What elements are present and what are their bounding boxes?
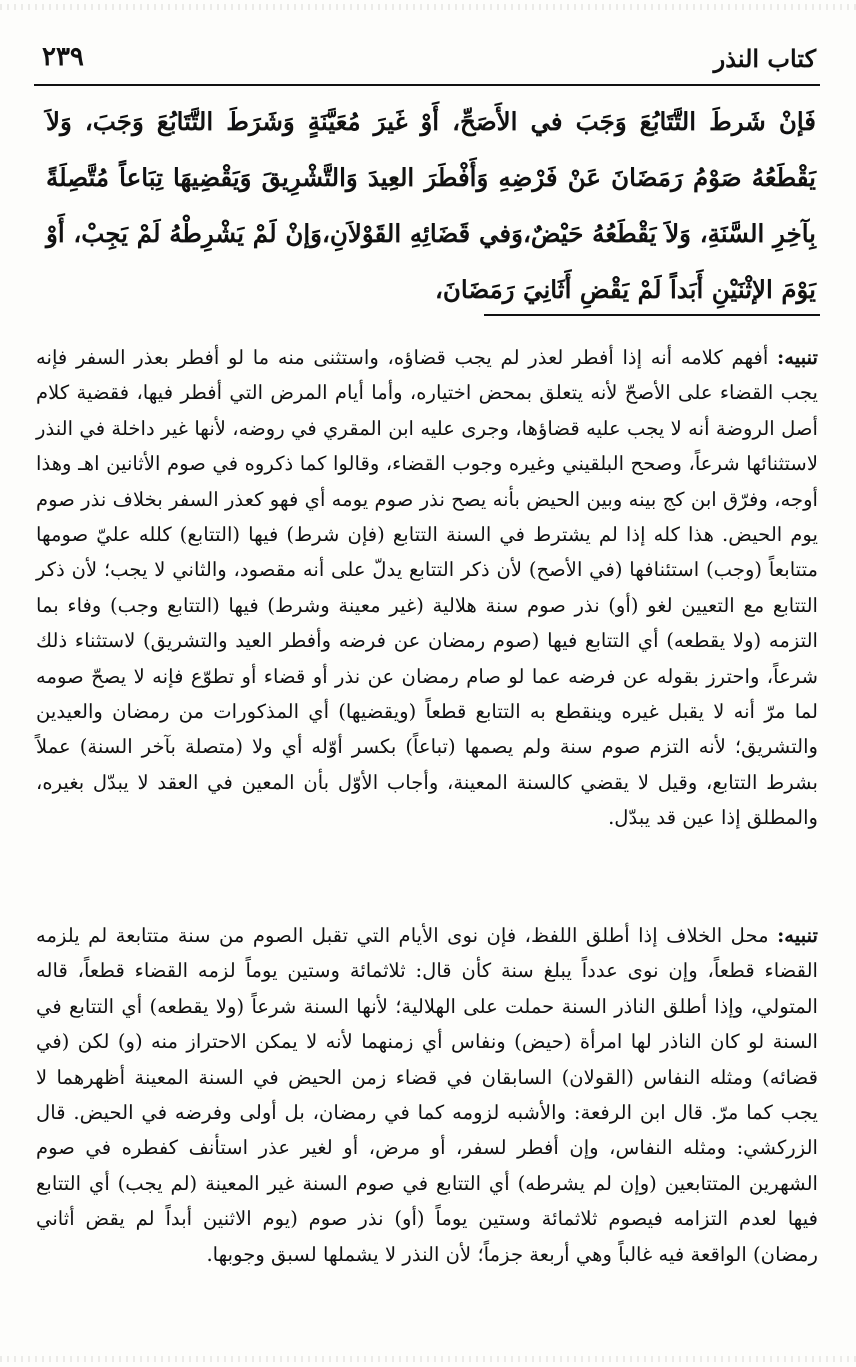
note-lead: تنبيه: [777, 346, 818, 369]
matn-paragraph: فَإنْ شَرطَ التَّتَابُعَ وَجَبَ في الأَصَحِّ، أَوْ غَيرَ مُعَيَّنَةٍ وَشَرَطَ التَّتَابُعَ وَجَبَ، وَلاَ يَقْطَعُهُ صَوْمُ رَمَضَانَ عَنْ فَرْضِهِ وَأَفْطَرَ العِيدَ وَالتَّشْرِيقَ وَيَقْضِيهَا تِبَاعاً مُتَّصِلَةً بِآخِرِ السَّنَةِ، وَلاَ يَقْطَعُهُ حَيْضٌ،وَفي قَضَائِهِ القَوْلاَنِ،وَإنْ لَمْ يَشْرِطْهُ لَمْ يَجِبْ، أَوْ يَوْمَ الإثْنَيْنِ أَبَداً لَمْ يَقْضِ أَثَانِيَ رَمَضَانَ، [46, 107, 816, 304]
page-header [34, 36, 820, 86]
scan-noise-top [0, 4, 856, 10]
commentary-paragraph [36, 918, 818, 1272]
section-divider [484, 314, 820, 316]
scan-noise-bottom [0, 1356, 856, 1362]
matn-text-block [46, 94, 816, 318]
page-number: ٢٣٩ [42, 42, 84, 72]
commentary-text: أفهم كلامه أنه إذا أفطر لعذر لم يجب قضاؤه، واستثنى منه ما لو أفطر بعذر السفر فإنه يجب القضاء على الأصحّ لأنه يتعلق بمحض اختياره، وأما أيام المرض التي أفطر فيها، فقضية كلام أصل الروضة أنه لا يجب عليه قضاؤها، وجرى عليه ابن المقري في روضه، لأنها غير داخلة في النذر لاستثنائها شرعاً، وصحح البلقيني وغيره وجوب القضاء، وقالوا كما ذكروه في صوم الأثانين اهـ وهذا أوجه، وفرّق ابن كج بينه وبين الحيض بأنه يصح نذر صوم يومه أي فهو كعذر السفر بخلاف نذر صوم يوم الحيض. هذا كله إذا لم يشترط في السنة التتابع (فإن شرط) فيها (التتابع) كلله عليّ صومها متتابعاً (وجب) استئنافها (في الأصح) لأن ذكر التتابع يدلّ على أنه مقصود، والثاني لا يجب؛ لأن ذكر التتابع مع التعيين لغو (أو) نذر صوم سنة هلالية (غير معينة وشرط) فيها (التتابع وجب) وفاء بما التزمه (ولا يقطعه) أي التتابع فيها (صوم رمضان عن فرضه وأفطر العيد والتشريق) لاستثناء ذلك شرعاً، واحترز بقوله عن فرضه عما لو صام رمضان عن نذر أو قضاء أو تطوّع فإنه لا يصحّ صومه لما مرّ أنه لا يقبل غيره وينقطع به التتابع قطعاً (ويقضيها) أي المذكورات من رمضان والعيدين والتشريق؛ لأنه التزم صوم سنة ولم يصمها (تباعاً) بكسر أوّله أي ولا (متصلة بآخر السنة) عملاً بشرط التتابع، وقيل لا يقضي كالسنة المعينة، وأجاب الأوّل بأن المعين في العقد لا يبدّل بغيره، والمطلق إذا عين قد يبدّل. [36, 346, 818, 830]
commentary-block-1 [36, 340, 818, 836]
commentary-paragraph [36, 340, 818, 836]
commentary-text: محل الخلاف إذا أطلق اللفظ، فإن نوى الأيام التي تقبل الصوم من سنة متتابعة لم يلزمه القضاء قطعاً، وإن نوى عدداً يبلغ سنة كأن قال: ثلاثمائة وستين يوماً لزمه القضاء قطعاً، قاله المتولي، وإذا أطلق الناذر السنة حملت على الهلالية؛ لأنها السنة شرعاً (ولا يقطعه) أي التتابع في السنة لو كان الناذر لها امرأة (حيض) ونفاس أي زمنهما لأنه لا يمكن الاحتراز منه (و) لكن (في قضائه) ومثله النفاس (القولان) السابقان في قضاء زمن الحيض في السنة المعينة أظهرهما لا يجب كما مرّ. قال ابن الرفعة: والأشبه لزومه كما في رمضان، بل أولى وفرضه في الحيض. قال الزركشي: ومثله النفاس، وإن أفطر لسفر، أو مرض، أو لغير عذر استأنف كفطره في صوم الشهرين المتتابعين (وإن لم يشرطه) أي التتابع في صوم السنة غير المعينة (لم يجب) أي التتابع فيها لعدم التزامه فيصوم ثلاثمائة وستين يوماً (أو) نذر صوم (يوم الاثنين أبداً لم يقض أثاني رمضان) الواقعة فيه غالباً وهي أربعة جزماً؛ لأن النذر لا يشملها لسبق وجوبها. [36, 924, 818, 1266]
note-lead: تنبيه: [777, 924, 818, 947]
commentary-block-2 [36, 918, 818, 1272]
running-title: كتاب النذر [713, 44, 816, 73]
